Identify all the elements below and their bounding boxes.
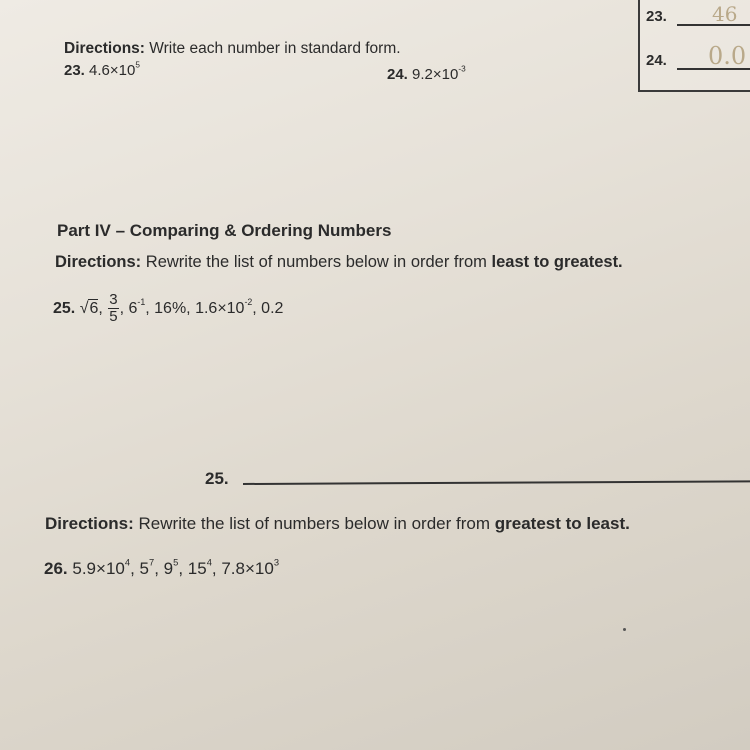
q26-item5-times: ×10 — [244, 559, 274, 578]
part-iv-directions-emphasis: least to greatest. — [491, 253, 623, 271]
question-26-number: 26. — [44, 559, 68, 578]
fraction-numerator: 3 — [109, 291, 118, 309]
item-sci-times: ×10 — [217, 300, 245, 317]
directions-standard-form — [64, 40, 401, 58]
answer-25-label: 25. — [205, 469, 229, 488]
answer-box-label-23: 23. — [646, 8, 667, 25]
q26-item4-exponent: 4 — [206, 557, 212, 568]
item-decimal: 0.2 — [261, 300, 284, 317]
question-23-number: 23. — [64, 62, 85, 79]
item-6-exponent: -1 — [137, 297, 146, 308]
directions-gl-emphasis: greatest to least. — [494, 514, 630, 533]
q26-item1-times: ×10 — [96, 559, 125, 578]
question-25-number: 25. — [53, 300, 76, 317]
fraction-three-fifths — [108, 292, 118, 325]
radicand: 6 — [89, 300, 99, 317]
handwritten-answer-24: 0.0 — [708, 42, 747, 70]
part-iv-directions-label: Directions: — [55, 253, 142, 271]
q26-item4-base: 15 — [187, 559, 207, 578]
question-23-base: 4.6 — [89, 62, 110, 79]
question-26: 26. $5.9\times 10^4$, $5^7$, $9^5$, $15^4$, $7.8\times 10^3$ — [44, 557, 280, 578]
q26-item5-exponent: 3 — [273, 557, 280, 568]
q26-item2-base: 5 — [139, 559, 149, 578]
question-24-base: 9.2 — [412, 66, 433, 83]
q26-item5-base: 7.8 — [221, 559, 245, 578]
q26-item2-exponent: 7 — [148, 557, 155, 568]
pencil-dot — [623, 628, 626, 631]
question-25: 25. √6, $\frac{3}{5}$ , $6^{-1}$, 16%, $1.6\times 10^{-2}$, 0.2 — [53, 291, 284, 326]
q26-item1-exponent: 4 — [124, 557, 131, 568]
question-24-number: 24. — [387, 66, 408, 83]
question-24 — [387, 66, 466, 83]
q26-item3-base: 9 — [163, 559, 174, 578]
square-root-6 — [80, 292, 99, 326]
question-24-times: ×10 — [432, 66, 459, 83]
item-percent: 16%, — [154, 300, 191, 317]
radical-icon: √ — [79, 300, 89, 317]
bleed-through-texture — [40, 140, 46, 166]
item-sci-base: 1.6 — [195, 300, 218, 317]
question-23 — [64, 62, 140, 79]
directions-label: Directions: — [64, 40, 145, 57]
q26-item1-base: 5.9 — [72, 559, 97, 578]
directions-greatest-least — [45, 514, 630, 534]
answer-box-label-24: 24. — [646, 52, 667, 69]
question-23-exponent: 5 — [135, 60, 140, 70]
handwritten-answer-23: 46 — [712, 2, 738, 26]
directions-gl-text: Rewrite the list of numbers below in order from — [138, 514, 491, 533]
item-6-power: 6 — [128, 300, 138, 317]
part-iv-directions-text: Rewrite the list of numbers below in order from — [145, 253, 487, 271]
part-iv-directions — [55, 253, 623, 272]
part-iv-title: Part IV – Comparing & Ordering Numbers — [57, 221, 392, 240]
question-23-times: ×10 — [109, 62, 136, 79]
answer-25-line[interactable] — [243, 480, 750, 484]
q26-item3-exponent: 5 — [173, 557, 179, 568]
directions-gl-label: Directions: — [45, 514, 134, 533]
directions-text: Write each number in standard form. — [149, 40, 401, 57]
fraction-denominator: 5 — [109, 308, 118, 326]
item-sci-exponent: -2 — [244, 297, 253, 308]
question-24-exponent: -3 — [458, 64, 466, 74]
